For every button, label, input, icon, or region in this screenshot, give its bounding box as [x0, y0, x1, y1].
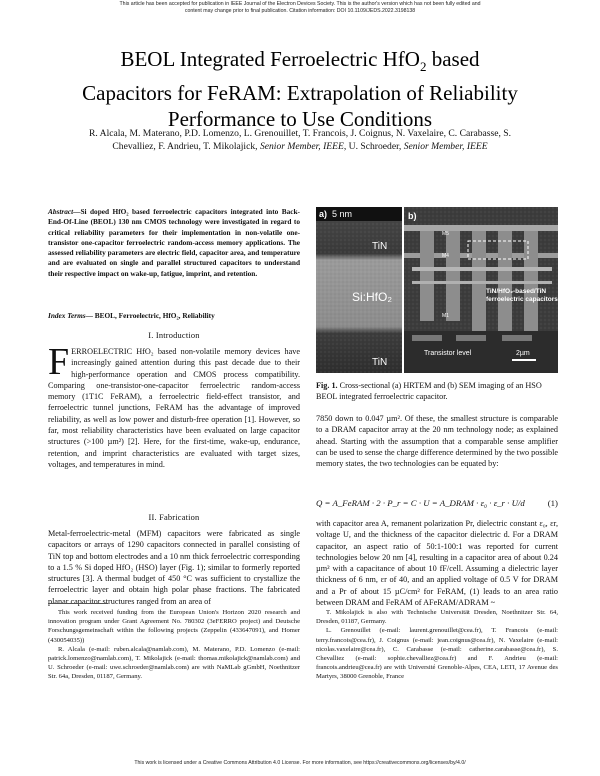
label-m4: M4 [442, 253, 449, 259]
footnote-left [48, 608, 300, 682]
label-tin-bottom: TiN [372, 357, 388, 368]
right-paragraph-2: with capacitor area A, remanent polarization Pr, dielectric constant ε₀, εr, voltage U, and the thickness of the capacitor dielectric d. For a DRAM capacitor, an aspect ratio of 50:1-100:1 was reported for current technologies below 20 nm [4], resulting in a capacitor area of about 0.24 µm² with a capacitance of about 10 fF/cell. Assuming a dielectric layer thickness of 6 nm, εr of 40, and an applied voltage of 0.5 V for DRAM and a Pr of about 15 µC/cm² for FeRAM, (1) leads to an area ratio between DRAM and FeRAM of AFeRAM/ADRAM ~ [316, 519, 558, 608]
paper-title [30, 46, 570, 132]
authors-member-1: Senior Member, IEEE [259, 140, 344, 152]
caption-label: Fig. 1. [316, 381, 338, 390]
license-footer: This work is licensed under a Creative Commons Attribution 4.0 License. For more information, see https://creativecommons.org/licenses/by/4.0/ [134, 760, 466, 766]
title-line-3: Performance to Use Conditions [167, 107, 433, 132]
abstract-text: —Si doped HfO₂ based ferroelectric capacitors integrated into Back-End-Of-Line (BEOL) 130 nm CMOS technology were investigated in regard to critical reliability parameters for their implementation in non-volatile one-transistor one-capacitor ferroelectric random-access memory applications. The assessed reliability parameters are electric field, capacitor area, and temperature and are evaluated on single and parallel structured capacitors to understand their respective impact on wake-up, fatigue, imprint, and retention. [48, 207, 300, 278]
introduction-paragraph [48, 341, 300, 470]
introduction-text: ERROELECTRIC HfO₂ based non-volatile memory devices have increasingly gained attention during this past decade due to their high-performance operation and CMOS process compatibility. Comparing one-transistor-one-capacitor ferroelectric random-access memory (1T1C FeRAM), a ferroelectric field-effect transistor, and ferroelectric tunnel junctions, FeRAM has the advantage of improved reliability, as well as low power and disturb-free operation [1]. However, so far, most reliability characteristics have been evaluated on large capacitor structures (>100 µm²) [2]. Here, for the first-time, wake-up, endurance, retention, and imprint characteristics are evaluated with target sizes, voltages, and temperatures in mind. [48, 347, 300, 469]
journal-banner [95, 1, 505, 15]
label-transistor-level: Transistor level [424, 350, 472, 357]
title-line-1a: BEOL Integrated Ferroelectric HfO [120, 47, 420, 71]
label-m5: M5 [442, 231, 449, 237]
right-paragraph-1: 7850 down to 0.047 µm². Of these, the smallest structure is comparable to a DRAM capacitor array at the 20 nm technology node; as explained ahead. Starting with the assumption that a comparable sense amplifier can be used to sense the charge difference determined by the two possible memory states, the two technologies can be equated by: [316, 414, 558, 469]
footnote-namlab: R. Alcala (e-mail: ruben.alcala@namlab.com), M. Materano, P.D. Lomenzo (e-mail: patrick.lomenzo@namlab.com), T. Mikolajick (e-mail: thomas.mikolajick@namlab.com) and U. Schroeder (e-mail: uwe.schroeder@namlab.com) are with NaMLab gGmbH, Noethnitzer Str. 64a, Dresden, 01187, Germany. [48, 645, 300, 681]
footnote-right [316, 608, 558, 682]
index-terms [48, 310, 300, 321]
figure-1-caption [316, 380, 558, 402]
panel-b-scale: 2µm [516, 350, 530, 357]
figure-1 [316, 207, 558, 373]
dropcap: F [48, 341, 70, 383]
footnote-funding: This work received funding from the European Union's Horizon 2020 research and innovation program under Grant Agreement No. 780302 (3eFERRO project) and Deutsche Forschungsgemeinschaft within the following projects (Zeppelin (433647091), and Homer (430054035)) [48, 609, 300, 644]
label-m1: M1 [442, 313, 449, 319]
fabrication-paragraph: Metal-ferroelectric-metal (MFM) capacitors were fabricated as single capacitors or arrays of 1290 capacitors connected in parallel consisting of TiN top and bottom electrodes and a 10 nm thick ferroelectric corresponding to a 1.5 % Si doped HfO₂ (HSO) layer (Fig. 1); similar to formerly reported structures [3]. A thermal budget of 450 °C was sufficient to crystallize the ferroelectric layer and obtain high polar phase fractions. The fabricated planar capacitor structures ranged from an area of [48, 529, 300, 606]
equation-text: Q = A_FeRAM · 2 · P_r = C · U = A_DRAM · ε₀ · ε_r · U/d [316, 498, 525, 508]
label-tin-top: TiN [372, 241, 388, 252]
caption-text: Cross-sectional (a) HRTEM and (b) SEM imaging of an HSO BEOL integrated ferroelectric capacitor. [316, 381, 542, 401]
title-line-1-sub: 2 [419, 59, 427, 75]
equation-number: (1) [547, 498, 558, 508]
authors-line-1: R. Alcala, M. Materano, P.D. Lomenzo, L. Grenouillet, T. Francois, J. Coignus, N. Vaxelaire, C. Carabasse, S. [88, 128, 512, 139]
banner-line-2: content may change prior to final publication. Citation information: DOI 10.1109/JEDS.2022.3198138 [184, 8, 416, 14]
panel-b-label: b) [408, 211, 417, 221]
section-heading-fabrication: II. Fabrication [148, 513, 200, 522]
abstract-label: Abstract [48, 207, 74, 216]
panel-a-label: a) [319, 209, 328, 219]
title-line-1b: based [426, 47, 480, 71]
label-tin-caps-2: ferroelectric capacitors [486, 296, 558, 303]
abstract [48, 207, 300, 279]
banner-line-1: This article has been accepted for publication in IEEE Journal of the Electron Devices Society. This is the author's version which has not been fully edited and [119, 1, 481, 7]
footnote-rule [48, 603, 108, 604]
author-list [36, 128, 564, 153]
authors-member-2: Senior Member, IEEE [403, 140, 488, 152]
index-terms-text: — BEOL, Ferroelectric, HfO₂, Reliability [85, 311, 215, 320]
label-sihfo2: Si:HfO₂ [352, 290, 392, 304]
figure-1-image [316, 207, 558, 373]
authors-line-2 [36, 141, 564, 154]
title-line-2: Capacitors for FeRAM: Extrapolation of Reliability [82, 81, 518, 106]
equation-1 [316, 498, 558, 508]
label-tin-caps: TiN/HfO₂-based/TiN [486, 288, 547, 295]
authors-line-2a: Chevalliez, F. Andrieu, T. Mikolajick, [112, 140, 260, 152]
footnote-tud: T. Mikolajick is also with Technische Universität Dresden, Noethnitzer Str. 64, Dresden, 01187, Germany. [316, 609, 558, 626]
panel-a-scale: 5 nm [332, 209, 353, 219]
authors-line-2c: , U. Schroeder, [343, 140, 404, 152]
footnote-cea: L. Grenouillet (e-mail: laurent.grenouillet@cea.fr), T. Francois (e-mail: terry.francois@cea.fr), J. Coignus (e-mail: jean.coignus@cea.fr), N. Vaxelaire (e-mail: nicolas.vaxelaire@cea.fr), C. Carabasse (e-mail: catherine.carabasse@cea.fr), S. Chevalliez (e-mail: sophie.chevalliez@cea.fr) and F. Andrieu (e-mail: francois.andrieu@cea.fr) are with Université Grenoble-Alpes, CEA, LETI, 17 Avenue des Martyrs, 38000 Grenoble, France [316, 627, 558, 681]
section-heading-introduction: I. Introduction [148, 331, 200, 340]
index-terms-label: Index Terms [48, 311, 86, 320]
